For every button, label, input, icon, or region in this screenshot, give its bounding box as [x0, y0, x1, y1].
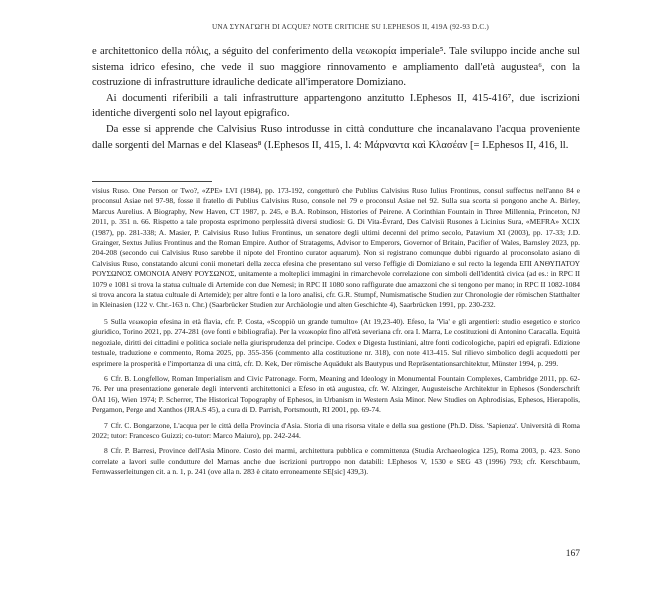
body-paragraph-3: Da esse si apprende che Calvisius Ruso introdusse in città condutture che incanalavano l'acqua proveniente dalle sorgenti del Marnas e del Klaseas⁸ (I.Ephesos II, 415, l. 4: Μάρναντα καὶ Κλασέαν [= I.Ephesos II, 416, ll.: [92, 123, 580, 151]
page-number: 167: [565, 549, 580, 559]
body-paragraph-2: Ai documenti riferibili a tali infrastrutture appartengono anzitutto I.Ephesos II, 415-416⁷, due iscrizioni identiche divergenti solo nel layout epigrafico.: [92, 92, 580, 120]
footnote-5: [92, 317, 580, 369]
footnote-text: Cfr. P. Barresi, Province dell'Asia Minore. Costo dei marmi, architettura pubblica e committenza (Studia Archaeologica 125), Roma 2003, p. 423. Sono correlate a lavori sulle condutture del Marnas anche due iscrizioni purtroppo non databili: I.Ephesos V, 1530 e SEG 43 (1996) 793; cfr. Kerschbaum, Fernwasserleitungen cit. a n. 1, p. 241 (ove alla n. 283 è citato erroneamente SE[sic] 439,3).: [92, 446, 580, 477]
footnote-7: [92, 421, 580, 442]
footnote-text: Cfr. B. Longfellow, Roman Imperialism and Civic Patronage. Form, Meaning and Ideology in Monumental Fountain Complexes, Cambridge 2011, pp. 62-76. Per una presentazione generale degli interventi architettonici a Efeso in età augustea, cfr. W. Alzinger, Augusteische Architektur in Ephesos (Sonderschrift ÖAI 16), Wien 1974; P. Scherrer, The Historical Topography of Ephesos, in Urbanism in Western Asia Minor. New Studies on Aphrodisias, Ephesos, Hierapolis, Pergamon, Perge and Xanthos (JRA.S 45), a cura di D. Parrish, Portsmouth, RI 2001, pp. 69-74.: [92, 373, 580, 415]
footnote-separator: [92, 181, 212, 182]
footnote-number: 6: [104, 373, 108, 383]
main-text: [92, 44, 580, 153]
footnote-continued: visius Ruso. One Person or Two?, «ZPE» LVI (1984), pp. 173-192, congetturò che Publius Calvisius Ruso Iulius Frontinus, consul suffectus nell'anno 84 e proconsul Asiae nel 97-98, fosse il fratello di Publius Calvisius Ruso, console nel 79 e proconsul Asiae nel 92. Sulla sua scorta si pongono anche A. Birley, Marcus Aurelius. A Biography, New Haven, CT 1987, p. 245, e B.A. Robinson, Histories of Peirene. A Corinthian Fountain in Three Millennia, Princeton, NJ 2011, p. 351 n. 66. Rispetto a tale proposta esprimono perplessità diversi studiosi: G. Di Vita-Évrard, Des Calvisii Rusones à Licinius Sura, «MEFRA» XCIX (1987), pp. 281-338; A. Masier, P. Calvisius Ruso Iulius Frontinus, un senatore degli ultimi decenni del primo secolo, Patavium XI (2003), pp. 17-33; J.D. Grainger, Sextus Julius Frontinus and the Roman Empire. Author of Stratagems, Advisor to Emperors, Governor of Britain, Pacifier of Wales, Barnsley 2023, pp. 204-208 (secondo cui Calvisius Ruso sarebbe il nipote del Frontino curator aquarum). Non si registrano comunque dubbi riguardo al proconsolato asiano di Calvisius Ruso, constatando alcuni conii monetari della zecca efesina che presentano sul verso l'effigie di Domiziano e sul recto la legenda ΕΠΙ ΑΝΘΥΠΑΤΟΥ ΡΟΥΣΩΝΟΣ ΟΜΟΝΟΙΑ ΑΝΘΥ ΡΟΥΣΩΝΟΣ, unitamente a molteplici immagini in rimarchevole correlazione con simboli dell'identità civica (ad es.: in RPC II 1079 e 1081 si trova la statua cultuale di Artemide con due Nemesi; in RPC II 1080 sono raffigurate due amazzoni che si tengono per mano; in RPC II 1082-1084 si trova ancora la statua cultuale di Artemide); per altre fonti e la loro analisi, cfr. G.R. Stumpf, Numismatische Studien zur Chronologie der römischen Statthalter in Kleinasien (122 v. Chr.-163 n. Chr.) (Saarbrücker Studien zur Archäologie und alten Geschichte 4), Saarbrücken 1991, pp. 230-232.: [92, 186, 580, 310]
footnote-number: 5: [104, 316, 108, 326]
footnote-text: Sulla νεωκορία efesina in età flavia, cfr. P. Costa, «Scoppiò un grande tumulto» (At 19,23-40). Efeso, la 'Via' e gli argentieri: studio esegetico e storico giuridico, Torino 2021, pp. 274-281 (ove fonti e bibliografia). Per la νεωκορία fino all'età severiana cfr. ora I. Marra, Le costituzioni di Antonino Caracalla. Equità negoziale, diritti dei cittadini e politica sociale nella giurisprudenza del principe. Codex e Digesta Iustiniani, altre fonti codicologiche, papiri ed epigrafi. Edizione testuale, traduzione e commento, Roma 2025, pp. 355-356 (commento alla costituzione nr. 318), con note 413-415. Sul rilievo simbolico degli acquedotti per esprimere la prosperità e l'importanza di una città, cfr. D. Kek, Der römische Aquädukt als Bautypus und Repräsentationsarchitektur, Münster 1994, p. 299.: [92, 316, 580, 368]
footnote-8: [92, 446, 580, 477]
footnote-number: 7: [104, 420, 108, 430]
footnote-6: [92, 374, 580, 416]
footnotes: [92, 186, 580, 483]
running-header: UNA ΣΥΝΑΓΩΓΗ DI ACQUE? NOTE CRITICHE SU I.EPHESOS II, 419A (92-93 D.C.): [212, 23, 489, 31]
body-paragraph-1: e architettonico della πόλις, a séguito del conferimento della νεωκορία imperiale⁵. Tale sviluppo incide anche sul sistema idrico efesino, che vede il suo maggiore rinnovamento e ampliamento dall'età augustea⁶, con la costruzione di infrastrutture idrauliche dedicate all'imperatore Domiziano.: [92, 46, 580, 89]
footnote-text: Cfr. C. Bongarzone, L'acqua per le città della Provincia d'Asia. Storia di una risorsa vitale e della sua gestione (Ph.D. Diss. 'Sapienza'. Università di Roma 2022; tutor: Francesco Guizzi; co-tutor: Marco Maiuro), pp. 242-244.: [92, 420, 580, 440]
footnote-number: 8: [104, 446, 108, 456]
